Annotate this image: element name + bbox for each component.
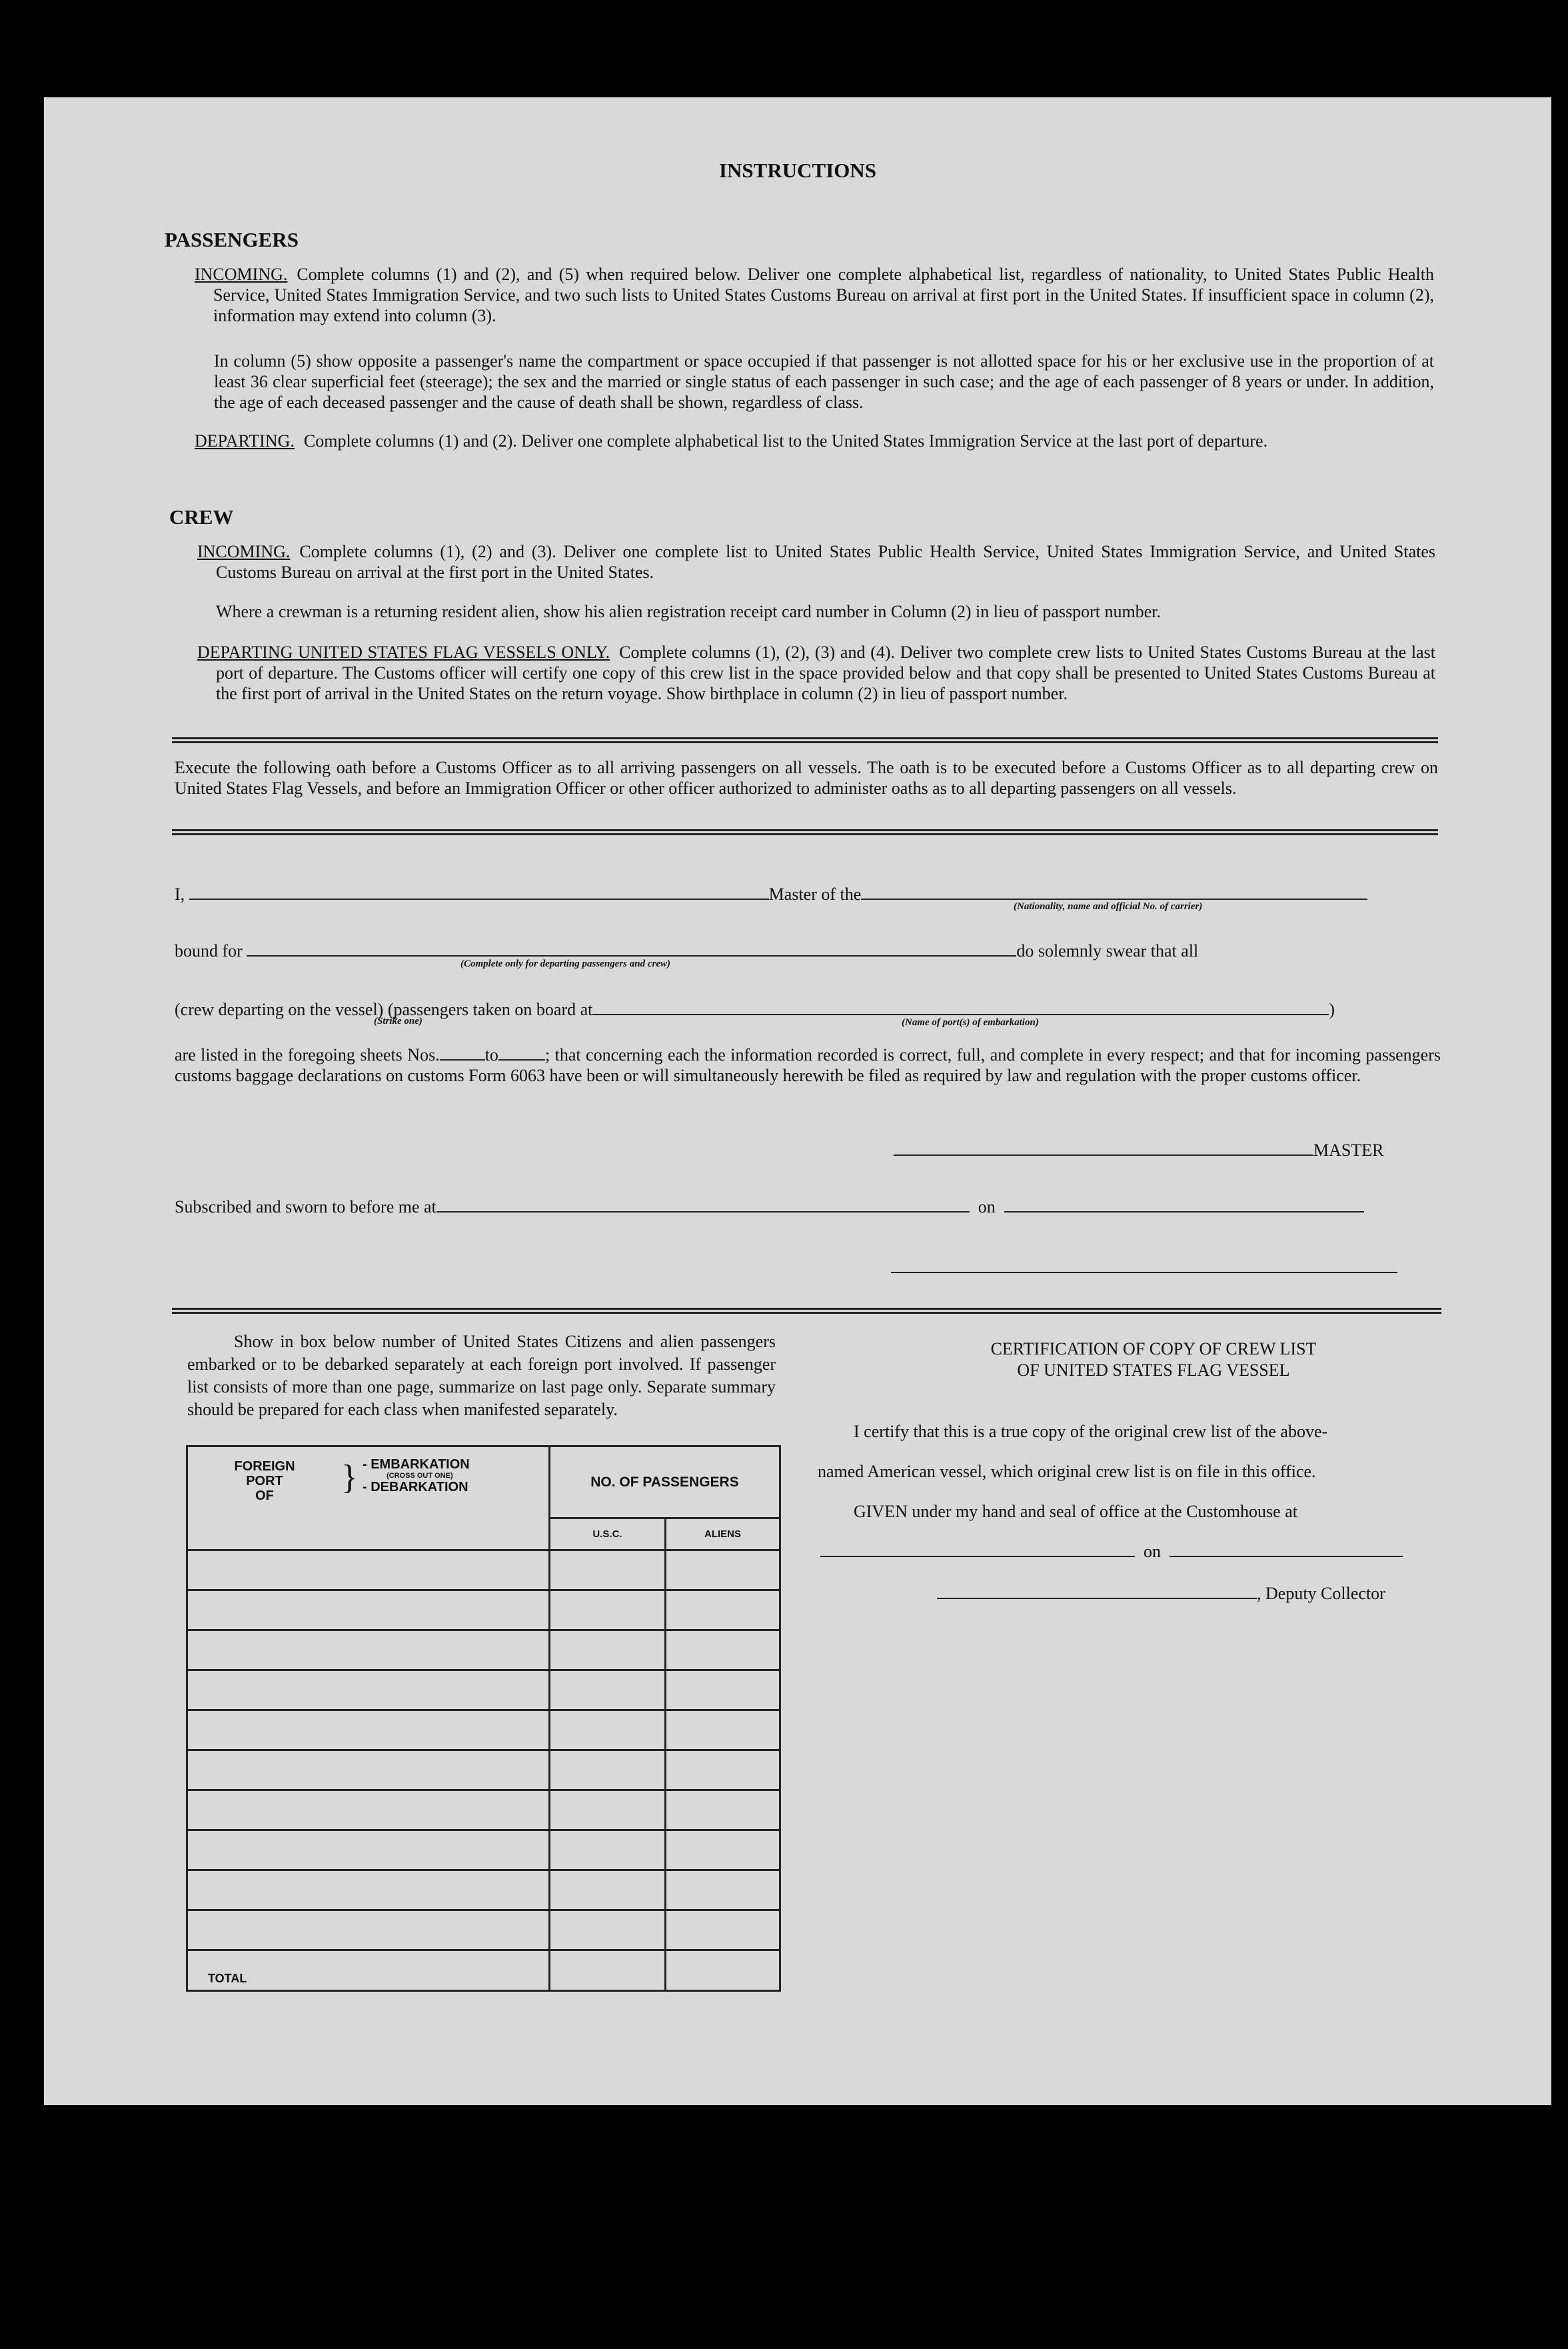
usc-cell[interactable] bbox=[550, 1590, 666, 1630]
port-cell[interactable] bbox=[187, 1710, 550, 1750]
text: Master of the bbox=[768, 885, 862, 904]
usc-cell[interactable] bbox=[550, 1670, 666, 1710]
text: to bbox=[484, 1045, 498, 1065]
bound-caption: (Complete only for departing passengers and crew) bbox=[460, 959, 670, 969]
text: MASTER bbox=[1313, 1141, 1384, 1160]
customhouse-line bbox=[820, 1541, 1403, 1562]
text: Complete columns (1) and (2). Deliver one complete alphabetical list to the United States Immigration Service at the last port of departure. bbox=[303, 431, 1268, 451]
text: CERTIFICATION OF COPY OF CREW LIST bbox=[990, 1339, 1317, 1358]
divider bbox=[172, 737, 1438, 743]
text: Complete columns (1), (2), (3) and (4). Deliver two complete crew lists to United States Customs Bureau at the last port of departure. The Customs officer will certify one copy of this crew list in the space provided below and that copy shall be presented to United States Customs Bureau at the first port of arrival in the United States on the return voyage. Show birthplace in column (2) in lieu of passport number. bbox=[216, 643, 1435, 703]
sheet-from-field[interactable] bbox=[440, 1059, 485, 1061]
table-row bbox=[187, 1750, 780, 1790]
port-cell[interactable] bbox=[187, 1790, 550, 1830]
master-signature bbox=[894, 1140, 1383, 1161]
oath-line-master bbox=[175, 884, 1441, 905]
text: Complete columns (1) and (2), and (5) when required below. Deliver one complete alphabetical list, regardless of nationality, to United States Public Health Service, United States Immigration Service, and two such lists to United States Customs Bureau on arrival at first port in the United States. If insufficient space in column (2), information may extend into column (3). bbox=[213, 265, 1434, 325]
total-label: TOTAL bbox=[187, 1950, 550, 1991]
usc-cell[interactable] bbox=[550, 1710, 666, 1750]
sheet-to-field[interactable] bbox=[498, 1059, 545, 1061]
customhouse-field[interactable] bbox=[820, 1556, 1135, 1557]
text: on bbox=[1144, 1542, 1161, 1561]
oath-instructions: Execute the following oath before a Customs Officer as to all arriving passengers on all vessels. The oath is to be executed before a Customs Officer as to all departing crew on United States Flag Vessels, and before an Immigration Officer or other officer authorized to administer oaths as to all departing passengers on all vessels. bbox=[175, 758, 1438, 798]
total-aliens-cell[interactable] bbox=[666, 1950, 780, 1991]
aliens-cell[interactable] bbox=[666, 1910, 780, 1950]
bound-for-field[interactable] bbox=[247, 955, 1016, 957]
usc-cell[interactable] bbox=[550, 1910, 666, 1950]
usc-cell[interactable] bbox=[550, 1550, 666, 1590]
port-cell[interactable] bbox=[187, 1630, 550, 1670]
text: are listed in the foregoing sheets Nos. bbox=[175, 1045, 440, 1065]
aliens-cell[interactable] bbox=[666, 1710, 780, 1750]
strike-caption: (Strike one) bbox=[374, 1016, 422, 1027]
port-cell[interactable] bbox=[187, 1590, 550, 1630]
text: OF bbox=[255, 1488, 274, 1503]
usc-cell[interactable] bbox=[550, 1750, 666, 1790]
text: PORT bbox=[246, 1474, 283, 1488]
text: (passengers taken on board at bbox=[387, 1000, 593, 1019]
text: on bbox=[978, 1197, 996, 1216]
text: OF UNITED STATES FLAG VESSEL bbox=[1017, 1360, 1290, 1380]
crew-heading: CREW bbox=[169, 505, 234, 529]
subscribed-place-field[interactable] bbox=[436, 1211, 970, 1212]
port-header bbox=[187, 1446, 550, 1550]
carrier-field[interactable] bbox=[861, 899, 1367, 900]
text: - EMBARKATION bbox=[363, 1457, 470, 1472]
passengers-incoming bbox=[195, 264, 1434, 326]
crew-departing bbox=[197, 642, 1435, 704]
usc-cell[interactable] bbox=[550, 1870, 666, 1910]
text: do solemnly swear that all bbox=[1016, 941, 1199, 961]
label: DEPARTING. bbox=[195, 431, 295, 451]
aliens-cell[interactable] bbox=[666, 1790, 780, 1830]
label: INCOMING. bbox=[197, 542, 291, 561]
table-row bbox=[187, 1590, 780, 1630]
port-cell[interactable] bbox=[187, 1670, 550, 1710]
subscribed-line bbox=[175, 1196, 1364, 1217]
aliens-header: ALIENS bbox=[666, 1518, 780, 1550]
oath-line-ports bbox=[175, 999, 1335, 1020]
text: ; that concerning each the information recorded is correct, full, and complete in every respect; and that for incoming passengers customs baggage declarations on customs Form 6063 have been or will simultaneously herewith be filed as required by law and regulation with the proper customs officer. bbox=[175, 1045, 1441, 1085]
divider bbox=[172, 829, 1438, 835]
total-usc-cell[interactable] bbox=[550, 1950, 666, 1991]
passengers-departing bbox=[195, 431, 1434, 451]
deputy-collector-line bbox=[937, 1583, 1385, 1604]
table-row bbox=[187, 1670, 780, 1710]
certify-line-2: named American vessel, which original crew list is on file in this office. bbox=[818, 1462, 1316, 1481]
crew-incoming bbox=[197, 541, 1435, 583]
ports-caption: (Name of port(s) of embarkation) bbox=[902, 1017, 1039, 1028]
brace-icon: } bbox=[341, 1458, 358, 1496]
oath-listed bbox=[175, 1045, 1441, 1086]
aliens-cell[interactable] bbox=[666, 1550, 780, 1590]
divider bbox=[172, 1308, 1441, 1314]
page-title: INSTRUCTIONS bbox=[718, 159, 876, 182]
usc-header: U.S.C. bbox=[550, 1518, 666, 1550]
aliens-cell[interactable] bbox=[666, 1630, 780, 1670]
aliens-cell[interactable] bbox=[666, 1870, 780, 1910]
passengers-heading: PASSENGERS bbox=[165, 228, 299, 251]
text: bound for bbox=[175, 941, 243, 961]
deputy-signature-field[interactable] bbox=[937, 1598, 1257, 1599]
aliens-cell[interactable] bbox=[666, 1750, 780, 1790]
certify-line-1: I certify that this is a true copy of the original crew list of the above- bbox=[854, 1422, 1328, 1441]
master-name-field[interactable] bbox=[189, 899, 769, 900]
table-row bbox=[187, 1790, 780, 1830]
certification-title bbox=[830, 1338, 1477, 1381]
label: INCOMING. bbox=[195, 265, 288, 284]
table-row bbox=[187, 1830, 780, 1870]
text: Complete columns (1), (2) and (3). Deliver one complete list to United States Public Health Service, United States Immigration Service, and United States Customs Bureau on arrival at the first port in the United States. bbox=[216, 542, 1435, 582]
ports-field[interactable] bbox=[592, 1014, 1329, 1015]
usc-cell[interactable] bbox=[550, 1630, 666, 1670]
text: Subscribed and sworn to before me at bbox=[175, 1197, 436, 1216]
certification-date-field[interactable] bbox=[1170, 1556, 1403, 1557]
port-cell[interactable] bbox=[187, 1870, 550, 1910]
text: (CROSS OUT ONE) bbox=[387, 1472, 453, 1480]
text: FOREIGN bbox=[234, 1459, 295, 1474]
aliens-cell[interactable] bbox=[666, 1590, 780, 1630]
usc-cell[interactable] bbox=[550, 1830, 666, 1870]
label: DEPARTING UNITED STATES FLAG VESSELS ONLY. bbox=[197, 643, 610, 662]
table-row bbox=[187, 1710, 780, 1750]
port-cell[interactable] bbox=[187, 1750, 550, 1790]
port-cell[interactable] bbox=[187, 1550, 550, 1590]
carrier-caption: (Nationality, name and official No. of carrier) bbox=[1014, 901, 1203, 912]
usc-cell[interactable] bbox=[550, 1790, 666, 1830]
table-row bbox=[187, 1910, 780, 1950]
passengers-column5: In column (5) show opposite a passenger's name the compartment or space occupied if that passenger is not allotted space for his or her exclusive use in the proportion of at least 36 clear superficial feet (steerage); the sex and the married or single status of each passenger in such case; and the age of each passenger of 8 years or under. In addition, the age of each deceased passenger and the cause of death shall be shown, regardless of class. bbox=[214, 351, 1434, 412]
oath-line-bound bbox=[175, 941, 1198, 961]
officer-signature-field[interactable] bbox=[891, 1272, 1397, 1273]
given-line: GIVEN under my hand and seal of office at the Customhouse at bbox=[854, 1502, 1297, 1521]
port-cell[interactable] bbox=[187, 1910, 550, 1950]
table-row bbox=[187, 1550, 780, 1590]
aliens-cell[interactable] bbox=[666, 1830, 780, 1870]
port-cell[interactable] bbox=[187, 1830, 550, 1870]
crew-crewman: Where a crewman is a returning resident alien, show his alien registration receipt card number in Column (2) in lieu of passport number. bbox=[216, 602, 1162, 621]
table-row bbox=[187, 1870, 780, 1910]
text: (crew departing on the vessel) bbox=[175, 1000, 384, 1019]
passenger-summary-table bbox=[186, 1445, 781, 1992]
text: - DEBARKATION bbox=[363, 1480, 468, 1494]
table-row bbox=[187, 1630, 780, 1670]
no-passengers-header: NO. OF PASSENGERS bbox=[550, 1446, 780, 1518]
subscribed-date-field[interactable] bbox=[1004, 1211, 1364, 1212]
summary-instructions: Show in box below number of United States Citizens and alien passengers embarked or to be debarked separately at each foreign port involved. If passenger list consists of more than one page, summarize on last page only. Separate summary should be prepared for each class when manifested separately. bbox=[187, 1332, 776, 1419]
master-signature-field[interactable] bbox=[894, 1155, 1313, 1156]
text: , Deputy Collector bbox=[1257, 1584, 1385, 1603]
text: ) bbox=[1329, 1000, 1335, 1019]
aliens-cell[interactable] bbox=[666, 1670, 780, 1710]
form-page bbox=[44, 97, 1551, 2105]
text: I, bbox=[175, 885, 185, 904]
